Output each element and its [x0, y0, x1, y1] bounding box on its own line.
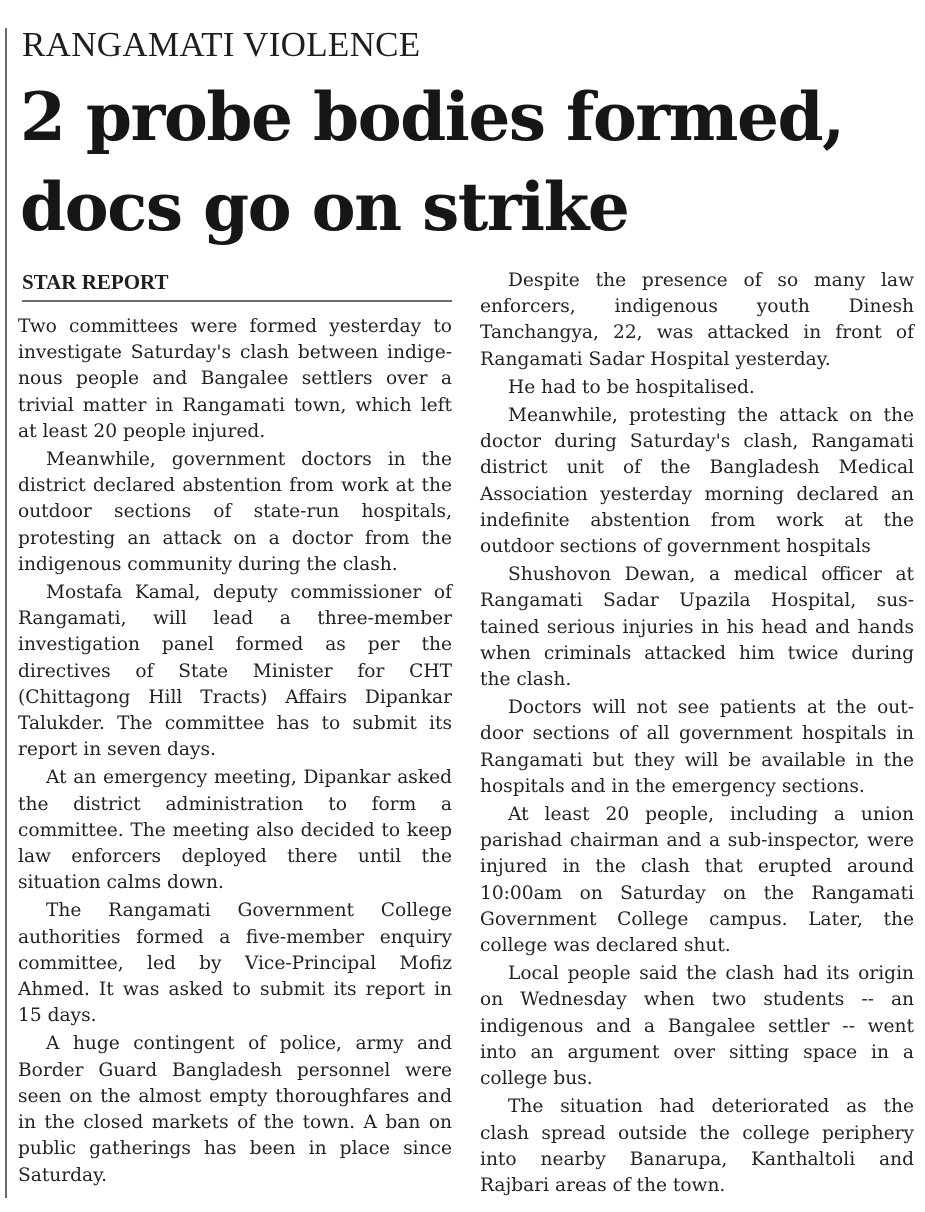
- body-column-left: [18, 314, 452, 1191]
- byline: STAR REPORT: [22, 270, 452, 302]
- paragraph: A huge contingent of police, army and Border Guard Bangladesh personnel were seen on the almost empty thoroughfares and in the closed markets of the town. A ban on public gatherings has been in place since Saturday.: [18, 1033, 452, 1186]
- paragraph: Mostafa Kamal, deputy commissioner of Rangamati, will lead a three-member investigation panel formed as per the directives of State Minister for CHT (Chittagong Hill Tracts) Affairs Dipankar Talukder. The committee has to submit its report in seven days.: [18, 582, 452, 761]
- kicker: RANGAMATI VIOLENCE: [22, 25, 421, 64]
- paragraph: Local people said the clash had its origin on Wednesday when two students -- an indigenous and a Bangalee settler -- went into an argument over sitting space in a college bus.: [480, 963, 914, 1090]
- paragraph: At an emergency meeting, Dipankar asked the district administration to form a committee. The meeting also decided to keep law enforcers deployed there until the situation calms down.: [18, 767, 452, 894]
- paragraph: He had to be hospitalised.: [508, 376, 755, 398]
- paragraph: The situation had deteriorated as the clash spread outside the college periphery into nearby Banarupa, Kanthaltoli and Rajbari areas of the town.: [480, 1096, 914, 1196]
- paragraph: Shushovon Dewan, a medical officer at Rangamati Sadar Upazila Hospital, sus-tained serious injuries in his head and hands when criminals attacked him twice during the clash.: [480, 564, 914, 691]
- headline: 2 probe bodies formed, docs go on strike: [20, 78, 844, 246]
- column-rule-left: [5, 28, 7, 1198]
- paragraph: Despite the presence of so many law enforcers, indigenous youth Dinesh Tanchangya, 22, was attacked in front of Rangamati Sadar Hospital yesterday.: [480, 270, 914, 370]
- paragraph: Meanwhile, government doctors in the district declared abstention from work at the outdoor sections of state-run hospitals, protesting an attack on a doctor from the indigenous community during the clash.: [18, 449, 452, 575]
- body-column-right: [480, 268, 914, 1201]
- paragraph: Doctors will not see patients at the out-door sections of all government hospitals in Rangamati but they will be available in the hospitals and in the emergency sections.: [480, 697, 914, 797]
- paragraph: At least 20 people, including a union parishad chairman and a sub-inspector, were injured in the clash that erupted around 10:00am on Saturday on the Rangamati Government College campus. Later, the college was declared shut.: [480, 804, 914, 957]
- paragraph: The Rangamati Government College authorities formed a five-member enquiry committee, led by Vice-Principal Mofiz Ahmed. It was asked to submit its report in 15 days.: [18, 900, 452, 1027]
- paragraph: Two committees were formed yesterday to investigate Saturday's clash between indige-nous people and Bangalee settlers over a trivial matter in Rangamati town, which left at least 20 people injured.: [18, 316, 452, 442]
- paragraph: Meanwhile, protesting the attack on the doctor during Saturday's clash, Rangamati district unit of the Bangladesh Medical Association yesterday morning declared an indefinite abstention from work at the outdoor sections of government hospitals: [480, 405, 914, 558]
